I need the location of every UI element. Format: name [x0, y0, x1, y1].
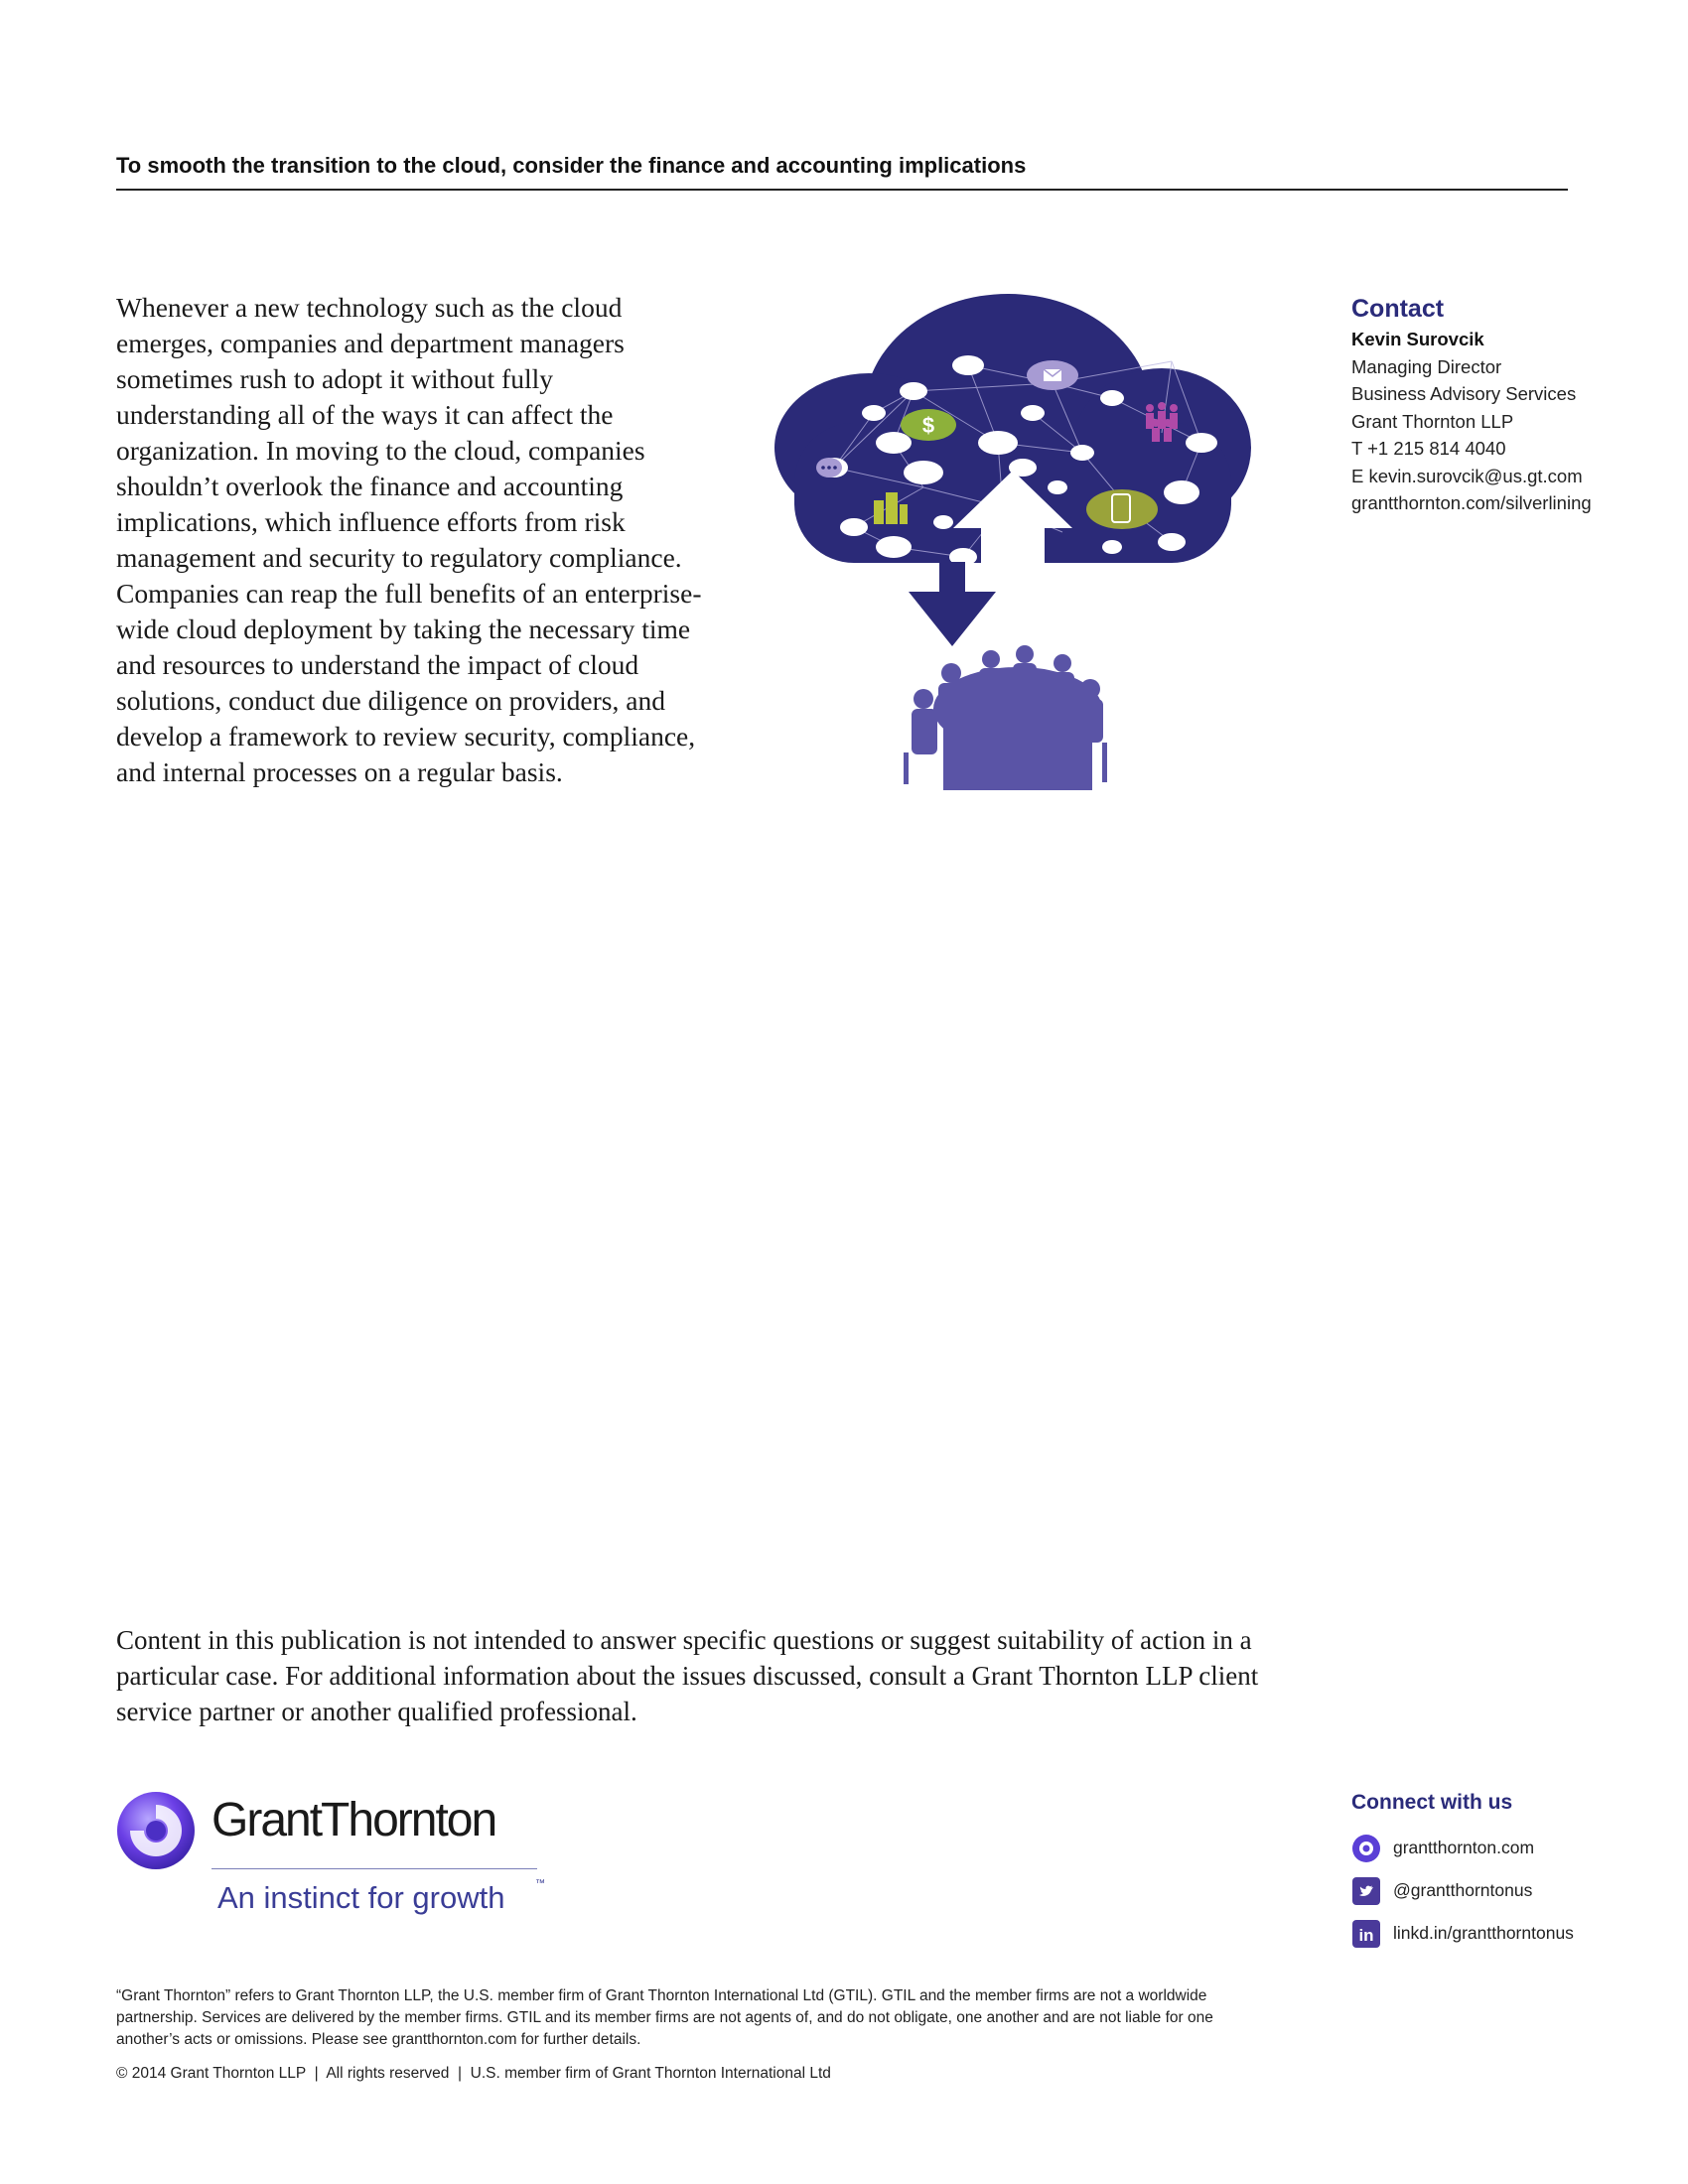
contact-name: Kevin Surovcik: [1351, 329, 1484, 349]
smartphone-icon: [1086, 489, 1158, 529]
meeting-people-illustration: [904, 645, 1107, 790]
contact-title: Managing Director: [1351, 355, 1502, 377]
svg-text:$: $: [921, 413, 935, 438]
connect-heading: Connect with us: [1351, 1791, 1513, 1814]
body-paragraph: Whenever a new technology such as the cloud emerges, companies and department managers sometimes rush to adopt it without fully understanding all of the ways it can affect the organization. In moving to the cloud, companies shouldn’t overlook the finance and accounting implications, which influence efforts from risk management and security to regulatory compliance. Companies can reap the full benefits of an enterprise-wide cloud deployment by taking the necessary time and resources to understand the impact of cloud solutions, conduct due diligence on providers, and develop a framework to review security, compliance, and internal processes on a regular basis.: [116, 292, 702, 787]
grant-thornton-icon: [1351, 1834, 1381, 1863]
disclaimer-paragraph: Content in this publication is not intended to answer specific questions or suggest suitability of action in a particular case. For additional information about the issues discussed, consult a Grant Thornton LLP client service partner or another qualified professional.: [116, 1625, 1259, 1726]
connect-block: [1351, 1791, 1679, 1955]
cloud-network-illustration: [774, 294, 1261, 790]
twitter-icon: [1351, 1876, 1381, 1906]
connect-link-twitter[interactable]: [1351, 1869, 1679, 1912]
contact-phone: T +1 215 814 4040: [1351, 438, 1506, 459]
mail-icon: [1027, 360, 1078, 390]
cloud-illustration: [774, 294, 1261, 790]
dollar-icon: [901, 409, 956, 441]
connect-link-label[interactable]: linkd.in/grantthorntonus: [1393, 1923, 1574, 1943]
logo-tagline: An instinct for growth: [217, 1880, 505, 1915]
header-divider: [116, 189, 1568, 191]
grant-thornton-logo: [116, 1791, 573, 1930]
linkedin-icon: [1351, 1919, 1381, 1949]
grant-thornton-logo-icon: [116, 1791, 196, 1870]
connect-link-website[interactable]: [1351, 1827, 1679, 1869]
contact-heading: Contact: [1351, 295, 1445, 323]
page-title: To smooth the transition to the cloud, consider the finance and accounting implications: [116, 153, 1027, 178]
connect-link-label[interactable]: @grantthorntonus: [1393, 1880, 1533, 1900]
connect-link-linkedin[interactable]: [1351, 1912, 1679, 1955]
logo-trademark: ™: [535, 1878, 545, 1889]
logo-divider: [211, 1868, 537, 1869]
connect-link-label[interactable]: grantthornton.com: [1393, 1838, 1535, 1857]
contact-department: Business Advisory Services: [1351, 383, 1577, 404]
contact-url[interactable]: grantthornton.com/silverlining: [1351, 492, 1592, 513]
copyright-line: © 2014 Grant Thornton LLP | All rights reserved | U.S. member firm of Grant Thornton International Ltd: [116, 2065, 831, 2082]
contact-block: [1351, 294, 1679, 517]
legal-notice: “Grant Thornton” refers to Grant Thornton LLP, the U.S. member firm of Grant Thornton International Ltd (GTIL). GTIL and the member firms are not a worldwide partnership. Services are delivered by the member firms. GTIL and its member firms are not agents of, and do not obligate, one another and are not liable for one another’s acts or omissions. Please see grantthornton.com for further details.: [116, 1987, 1213, 2048]
contact-company: Grant Thornton LLP: [1351, 410, 1514, 432]
chat-icon: [816, 458, 842, 478]
svg-text:in: in: [1358, 1925, 1374, 1945]
contact-email[interactable]: E kevin.surovcik@us.gt.com: [1351, 465, 1583, 486]
logo-wordmark: GrantThornton: [211, 1794, 496, 1846]
